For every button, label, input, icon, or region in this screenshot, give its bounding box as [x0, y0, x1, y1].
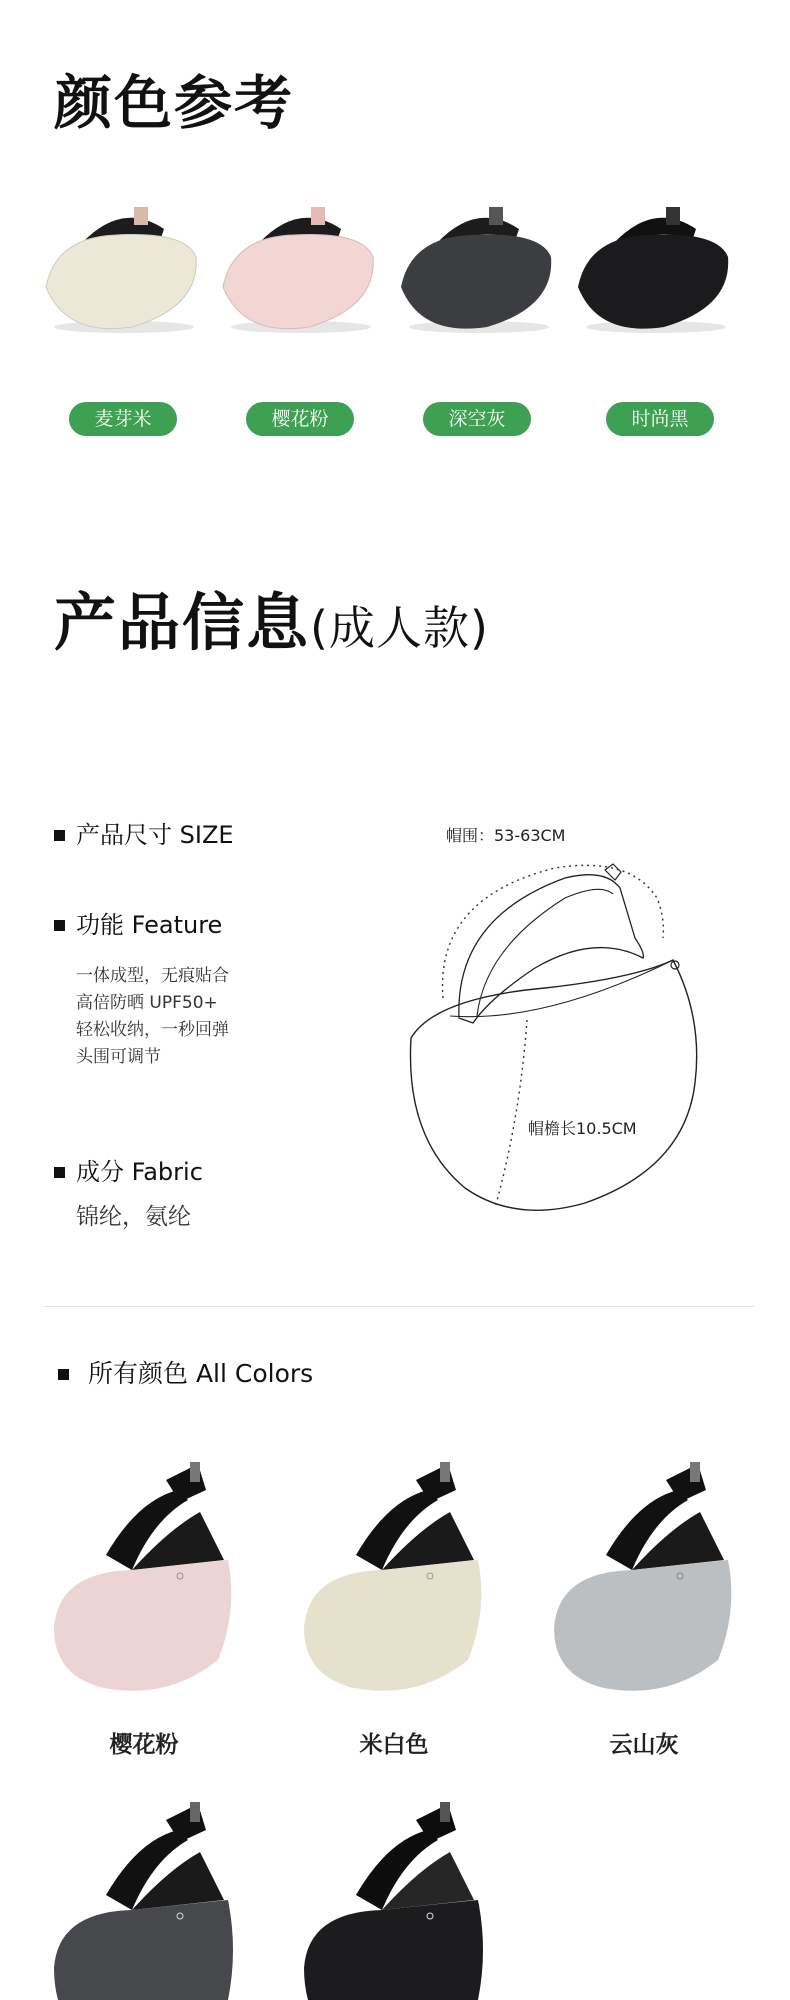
hat-photo-cream[interactable]: [298, 1460, 498, 1700]
fabric-label: 成分 Fabric: [76, 1158, 203, 1186]
size-label: 产品尺寸 SIZE: [76, 821, 234, 849]
feature-line: 头围可调节: [76, 1047, 161, 1067]
color-reference-title: 颜色参考: [54, 69, 295, 137]
hat-photo-dark-gray[interactable]: [48, 1800, 248, 2000]
hat-thumbnail-black[interactable]: [568, 195, 738, 345]
product-info-title-main: 产品信息: [54, 586, 311, 659]
hat-thumbnail-pink[interactable]: [213, 195, 383, 345]
hat-photo-cloud-gray[interactable]: [548, 1460, 748, 1700]
color-tag-fashion-black[interactable]: 时尚黑: [606, 402, 714, 436]
all-colors-label: 所有颜色 All Colors: [88, 1359, 314, 1388]
color-name: 云山灰: [609, 1732, 679, 1758]
fabric-value: 锦纶，氨纶: [76, 1204, 191, 1230]
feature-line: 轻松收纳，一秒回弹: [76, 1020, 229, 1040]
bullet-size: [54, 830, 65, 841]
product-info-subtitle: (成人款): [310, 601, 489, 655]
section-divider: [44, 1306, 754, 1307]
bullet-all-colors: [58, 1369, 69, 1380]
color-tag-sakura[interactable]: 樱花粉: [246, 402, 354, 436]
color-name: 樱花粉: [109, 1732, 179, 1758]
feature-line: 一体成型，无痕贴合: [76, 966, 229, 986]
feature-line: 高倍防晒 UPF50+: [76, 993, 218, 1013]
hat-photo-black[interactable]: [298, 1800, 498, 2000]
hat-photo-sakura[interactable]: [48, 1460, 248, 1700]
bullet-feature: [54, 920, 65, 931]
brim-length-label: 帽檐长10.5CM: [528, 1119, 637, 1138]
product-info-title: [54, 585, 489, 666]
hat-thumbnail-gray[interactable]: [391, 195, 561, 345]
feature-label: 功能 Feature: [76, 911, 223, 939]
hat-size-diagram: [395, 848, 715, 1238]
bullet-fabric: [54, 1167, 65, 1178]
color-tag-space-gray[interactable]: 深空灰: [423, 402, 531, 436]
color-name: 米白色: [359, 1732, 429, 1758]
hat-thumbnail-cream[interactable]: [36, 195, 206, 345]
circumference-label: 帽围：53-63CM: [446, 826, 566, 845]
color-tag-malt[interactable]: 麦芽米: [69, 402, 177, 436]
